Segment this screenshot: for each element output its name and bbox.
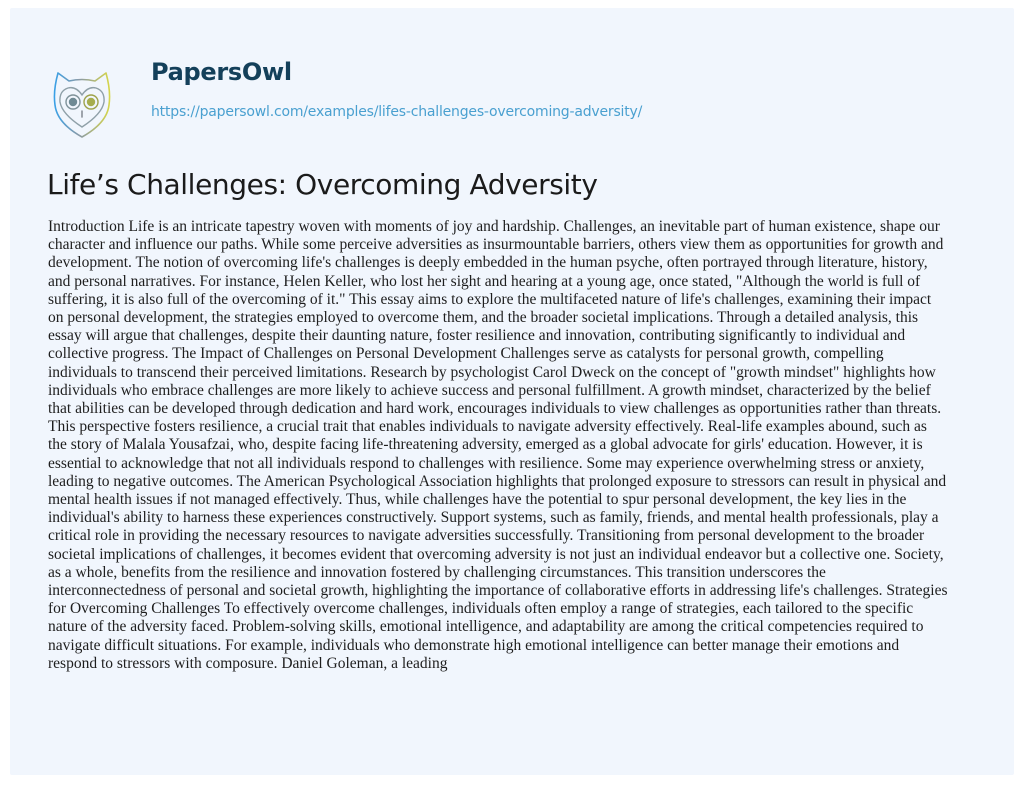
body-line: societal implications of challenges, it becomes evident that overcoming adversity is not just an individual endeavor but a collective one. Society, [48, 545, 944, 563]
body-line: leading to negative outcomes. The American Psychological Association highlights that prolonged exposure to stressors can result in physical and [48, 472, 947, 490]
body-line: essay will argue that challenges, despite their daunting nature, foster resilience and innovation, contributing significantly to individual and [48, 327, 906, 345]
body-line: collective progress. The Impact of Challenges on Personal Development Challenges serve as catalysts for personal growth, compelling [48, 345, 884, 363]
body-line: on personal development, the strategies employed to overcome them, and the broader societal implications. Through a detailed analysis, this [48, 309, 919, 327]
essay-title: Life’s Challenges: Overcoming Adversity [47, 168, 598, 201]
body-line: interconnectedness of personal and societal growth, highlighting the importance of collaborative efforts in addressing life's challenges. Strategies [48, 582, 948, 600]
body-line: individuals to transcend their perceived limitations. Research by psychologist Carol Dweck on the concept of "growth mindset" highlights how [48, 363, 936, 381]
owl-logo-icon [49, 69, 115, 141]
body-line: the story of Malala Yousafzai, who, despite facing life-threatening adversity, emerged as a global advocate for girls' education. However, it is [48, 436, 923, 454]
body-line: for Overcoming Challenges To effectively overcome challenges, individuals often employ a range of strategies, each tailored to the specific [48, 600, 914, 618]
body-line: nature of the adversity faced. Problem-solving skills, emotional intelligence, and adaptability are among the critical competencies required to [48, 618, 924, 636]
body-line: essential to acknowledge that not all individuals respond to challenges with resilience. Some may experience overwhelming stress or anxiety, [48, 454, 925, 472]
body-line: as a whole, benefits from the resilience and innovation fostered by challenging circumstances. This transition underscores the [48, 563, 826, 581]
body-line: This perspective fosters resilience, a crucial trait that enables individuals to navigate adversity effectively. Real-life examples abound, such as [48, 418, 927, 436]
body-line: and personal narratives. For instance, Helen Keller, who lost her sight and hearing at a young age, once stated, "Although the world is full of [48, 272, 921, 290]
body-line: respond to stressors with composure. Daniel Goleman, a leading [48, 654, 448, 672]
body-line: character and influence our paths. While some perceive adversities as insurmountable barriers, others view them as opportunities for growth and [48, 236, 944, 254]
body-line: development. The notion of overcoming life's challenges is deeply embedded in the human psyche, often portrayed through literature, history, [48, 254, 928, 272]
body-line: individual's ability to harness these experiences constructively. Support systems, such as family, friends, and mental health professionals, play a [48, 509, 939, 527]
body-line: Introduction Life is an intricate tapestry woven with moments of joy and hardship. Challenges, an inevitable part of human existence, shape our [48, 218, 940, 235]
source-url-link[interactable]: https://papersowl.com/examples/lifes-challenges-overcoming-adversity/ [151, 104, 643, 120]
body-line: individuals who embrace challenges are more likely to achieve success and personal fulfillment. A growth mindset, characterized by the belief [48, 381, 931, 399]
brand-name: PapersOwl [151, 58, 292, 86]
body-line: critical role in providing the necessary resources to navigate adversities successfully. Transitioning from personal development to the broader [48, 527, 925, 545]
essay-body [48, 218, 1008, 673]
body-line: suffering, it is also full of the overcoming of it." This essay aims to explore the multifaceted nature of life's challenges, examining their impact [48, 290, 932, 308]
body-line: navigate difficult situations. For example, individuals who demonstrate high emotional intelligence can better manage their emotions and [48, 636, 900, 654]
body-line: mental health issues if not managed effectively. Thus, while challenges have the potential to spur personal development, the key lies in the [48, 491, 907, 509]
body-line: that abilities can be developed through dedication and hard work, encourages individuals to view challenges as opportunities rather than threats. [48, 400, 942, 418]
